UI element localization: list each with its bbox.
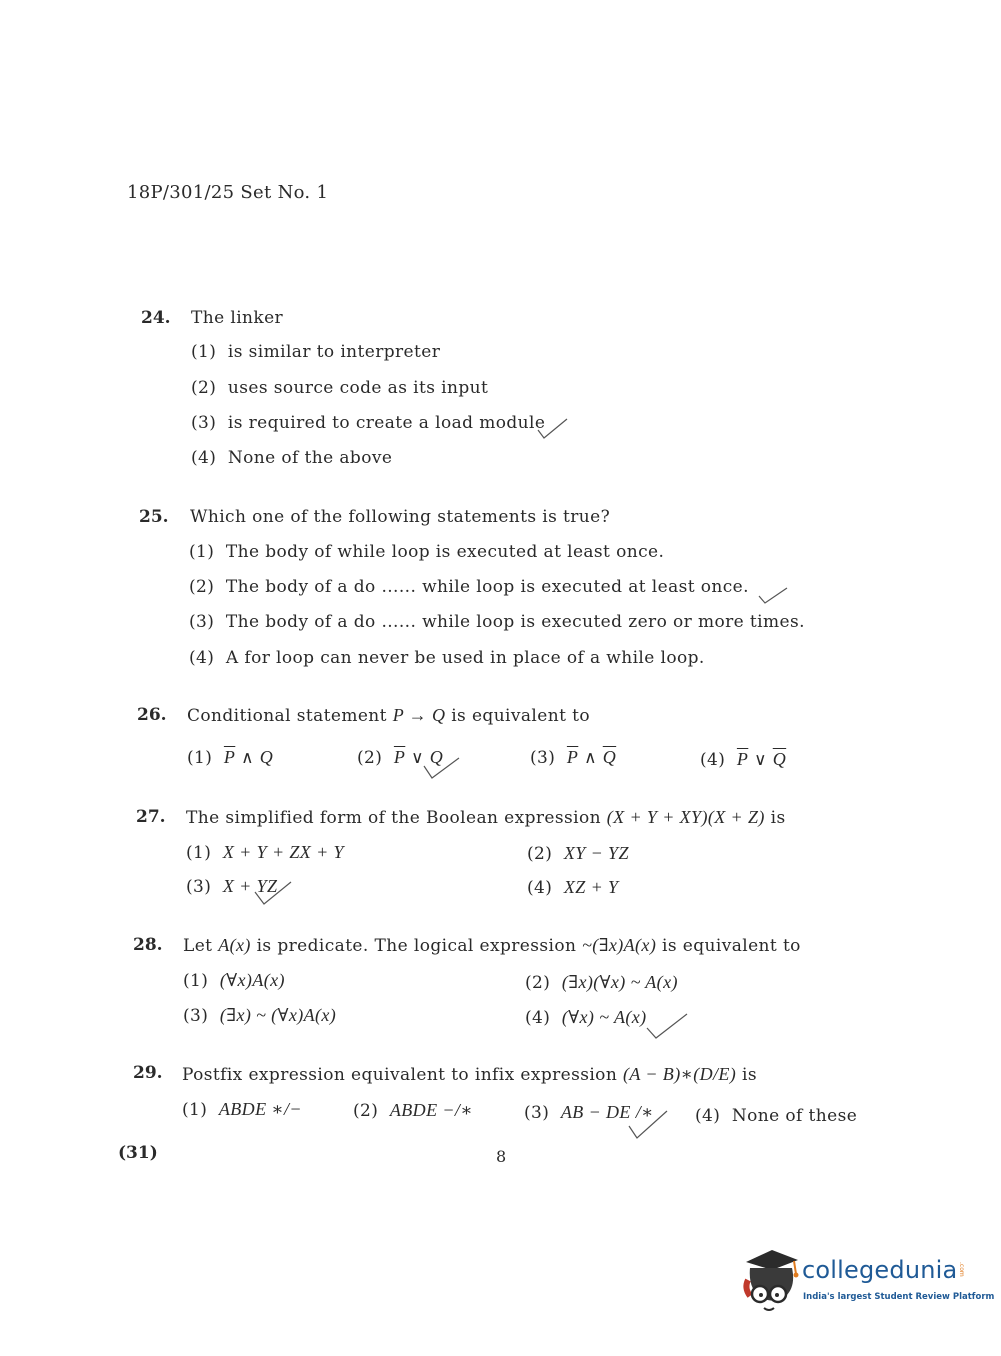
question-24-text: The linker — [191, 308, 284, 328]
mascot-icon — [740, 1248, 800, 1318]
question-27-text: The simplified form of the Boolean expression (X + Y + XY)(X + Z) is — [186, 807, 786, 828]
question-25-option-1: (1) The body of while loop is executed at least once. — [189, 542, 665, 562]
question-27-expression: (X + Y + XY)(X + Z) — [606, 807, 765, 827]
question-25-option-2: (2) The body of a do ...... while loop is executed at least once. — [189, 577, 749, 597]
question-29-text: Postfix expression equivalent to infix expression (A − B)∗(D/E) is — [182, 1064, 757, 1085]
question-26-option-3: (3) $\overline{P}$ ∧ $\overline{Q}$ — [530, 747, 617, 768]
question-25-option-4: (4) A for loop can never be used in place of a while loop. — [189, 648, 705, 668]
question-26-option-1: (1) $\overline{P}$ ∧ Q — [187, 747, 274, 768]
question-26-option-2: (2) $\overline{P}$ ∨ Q — [357, 747, 444, 768]
question-24-option-1: (1) is similar to interpreter — [191, 342, 441, 362]
logo-tagline: India's largest Student Review Platform — [803, 1292, 995, 1302]
question-27-option-1: (1) X + Y + ZX + Y — [186, 842, 344, 863]
question-28-option-2: (2) (∃x)(∀x) ~ A(x) — [525, 972, 678, 993]
question-26-number: 26. — [137, 705, 167, 725]
question-29-number: 29. — [133, 1063, 163, 1083]
question-28-expression: ~(∃x)A(x) — [582, 935, 657, 955]
tick-mark-q27 — [252, 878, 294, 908]
question-29-option-3: (3) AB − DE /∗ — [524, 1102, 654, 1123]
question-25-text: Which one of the following statements is true? — [190, 507, 611, 527]
question-29-option-4: (4) None of these — [695, 1106, 858, 1126]
tick-mark-q26 — [422, 752, 462, 782]
question-28-option-3: (3) (∃x) ~ (∀x)A(x) — [183, 1005, 337, 1026]
question-26-text: Conditional statement P → Q is equivalent to — [187, 705, 590, 726]
logo-suffix: .com — [958, 1262, 965, 1277]
question-24-option-4: (4) None of the above — [191, 448, 393, 468]
tick-mark-q29 — [626, 1108, 670, 1142]
question-25-number: 25. — [139, 507, 169, 527]
page-number: 8 — [496, 1147, 507, 1166]
question-27-option-3: (3) X + YZ — [186, 876, 278, 897]
question-29-option-2: (2) ABDE −/∗ — [353, 1100, 473, 1121]
question-25-option-3: (3) The body of a do ...... while loop is executed zero or more times. — [189, 612, 805, 632]
question-24-number: 24. — [141, 308, 171, 328]
tick-mark-q28 — [644, 1010, 690, 1042]
question-29-expression: (A − B)∗(D/E) — [622, 1064, 737, 1084]
tick-mark-q25 — [756, 584, 790, 608]
question-27-number: 27. — [136, 807, 166, 827]
question-28-option-4: (4) (∀x) ~ A(x) — [525, 1007, 647, 1028]
question-27-option-4: (4) XZ + Y — [527, 877, 619, 898]
tick-mark-q24 — [536, 416, 570, 442]
question-28-number: 28. — [133, 935, 163, 955]
question-28-text: Let A(x) is predicate. The logical expression ~(∃x)A(x) is equivalent to — [183, 935, 801, 956]
logo-wordmark: collegedunia — [802, 1256, 958, 1284]
exam-code: 18P/301/25 Set No. 1 — [127, 182, 329, 203]
question-24-option-2: (2) uses source code as its input — [191, 378, 489, 398]
question-26-expression: P → Q — [392, 705, 446, 725]
question-26-option-4: (4) $\overline{P}$ ∨ $\overline{Q}$ — [700, 749, 787, 770]
question-27-option-2: (2) XY − YZ — [527, 843, 629, 864]
question-29-option-1: (1) ABDE ∗/− — [182, 1099, 302, 1120]
question-24-option-3: (3) is required to create a load module — [191, 413, 546, 433]
collegedunia-logo — [740, 1248, 995, 1318]
question-28-option-1: (1) (∀x)A(x) — [183, 970, 285, 991]
paper-series-code: (31) — [118, 1143, 158, 1163]
